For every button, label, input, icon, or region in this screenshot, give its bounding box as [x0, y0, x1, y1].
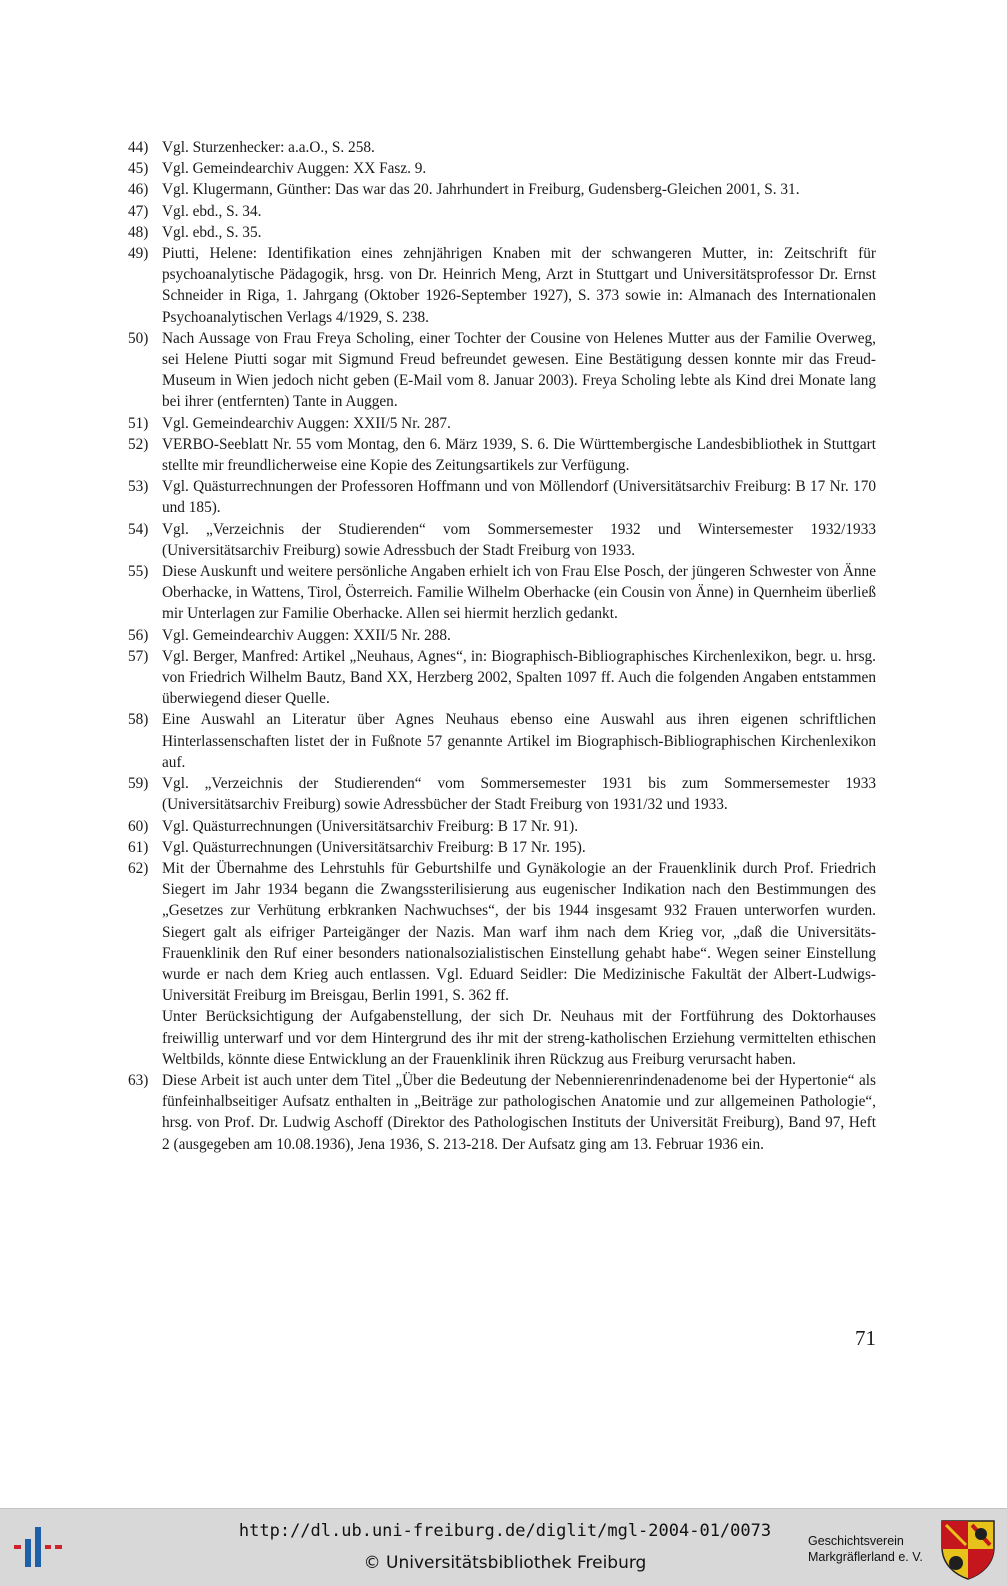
- footer-url-link[interactable]: http://dl.ub.uni-freiburg.de/diglit/mgl-2004-01/0073: [238, 1521, 772, 1541]
- footnote-number: 44): [128, 139, 149, 156]
- footnote-item: [128, 222, 876, 243]
- society-name: [808, 1533, 938, 1565]
- footnote-paragraph: Unter Berücksichtigung der Aufgabenstellung, der sich Dr. Neuhaus mit der Fortführung des Doktorhauses freiwillig unterwarf und vor dem Hintergrund des ihr mit der streng-katholischen Erziehung vermittelten ethischen Weltbilds, könnte diese Entwicklung an der Frauenklinik ihren Rückzug aus Freiburg verursacht haben.: [162, 1008, 876, 1068]
- footnote-item: [128, 243, 876, 328]
- footnote-text: [162, 837, 876, 858]
- footnote-paragraph: Vgl. Quästurrechnungen der Professoren Hoffmann und von Möllendorf (Universitätsarchiv Freiburg: B 17 Nr. 170 und 185).: [162, 478, 876, 517]
- footnote-number: 51): [128, 414, 149, 432]
- footnote-item: [128, 625, 876, 646]
- footnote-paragraph: Vgl. Berger, Manfred: Artikel „Neuhaus, Agnes“, in: Biographisch-Bibliographisches Kirchenlexikon, begr. u. hrsg. von Friedrich Wilhelm Bautz, Band XX, Herzberg 2002, Spalten 1097 ff. Auch die folgenden Angaben entstammen überwiegend dieser Quelle.: [162, 647, 876, 708]
- footnote-item: [128, 816, 876, 837]
- footnote-text: [162, 137, 876, 158]
- footnote-text: [162, 328, 876, 413]
- footnote-number: 59): [128, 775, 149, 793]
- footnote-number: 62): [128, 859, 149, 877]
- footnote-item: [128, 328, 876, 413]
- footnote-text: [162, 816, 876, 837]
- footnote-text: [162, 222, 876, 243]
- footnote-item: [128, 179, 876, 200]
- footnote-paragraph: Vgl. Quästurrechnungen (Universitätsarchiv Freiburg: B 17 Nr. 195).: [162, 838, 586, 856]
- footnote-text: [162, 561, 876, 625]
- footnote-text: [162, 773, 876, 815]
- footnote-paragraph: Vgl. Quästurrechnungen (Universitätsarchiv Freiburg: B 17 Nr. 91).: [162, 817, 579, 835]
- footnote-paragraph: Vgl. „Verzeichnis der Studierenden“ vom Sommersemester 1931 bis zum Sommersemester 1933 (Universitätsarchiv Freiburg) sowie Adressbücher der Stadt Freiburg von 1931/32 und 1933.: [162, 775, 876, 814]
- footnote-number: 52): [128, 435, 149, 453]
- footnote-paragraph: VERBO-Seeblatt Nr. 55 vom Montag, den 6. März 1939, S. 6. Die Württembergische Landesbibliothek in Stuttgart stellte mir freundlicherweise eine Kopie des Zeitungsartikels zur Verfügung.: [162, 435, 876, 475]
- society-name-line1: Geschichtsverein: [808, 1534, 904, 1548]
- footnote-paragraph: Vgl. Gemeindearchiv Auggen: XXII/5 Nr. 288.: [162, 626, 451, 644]
- footnote-paragraph: Vgl. Sturzenhecker: a.a.O., S. 258.: [162, 139, 375, 156]
- footnote-number: 49): [128, 245, 149, 263]
- footnote-number: 45): [128, 160, 149, 178]
- footnote-paragraph: Diese Auskunft und weitere persönliche Angaben erhielt ich von Frau Else Posch, der jüngeren Schwester von Änne Oberhacke, in Wattens, Tirol, Österreich. Familie Wilhelm Oberhacke (ein Cousin von Änne) in Quernheim überließ mir Unterlagen zur Familie Oberhacke. Allen sei hiermit herzlich gedankt.: [162, 563, 876, 623]
- coat-of-arms-icon: [938, 1517, 998, 1581]
- footnote-text: [162, 1070, 876, 1155]
- footnote-text: [162, 243, 876, 328]
- footnote-number: 54): [128, 520, 149, 538]
- footnote-text: [162, 858, 876, 1070]
- footnote-paragraph: Vgl. Klugermann, Günther: Das war das 20. Jahrhundert in Freiburg, Gudensberg-Gleichen 2001, S. 31.: [162, 181, 800, 199]
- footnote-number: 61): [128, 838, 149, 856]
- footnote-item: [128, 1070, 876, 1155]
- footnote-item: [128, 476, 876, 518]
- footnote-number: 46): [128, 181, 149, 199]
- footnote-number: 63): [128, 1071, 149, 1089]
- footnote-item: [128, 858, 876, 1070]
- page-number: 71: [855, 1326, 876, 1350]
- footnote-number: 48): [128, 223, 149, 241]
- footnote-number: 53): [128, 478, 149, 496]
- footnote-text: [162, 179, 876, 200]
- footnote-number: 58): [128, 711, 149, 729]
- footnote-number: 60): [128, 817, 149, 835]
- footnote-item: [128, 519, 876, 561]
- footnote-text: [162, 158, 876, 179]
- footnote-item: [128, 709, 876, 773]
- footnote-text: [162, 476, 876, 518]
- footnote-text: [162, 434, 876, 476]
- footnote-paragraph: Vgl. ebd., S. 34.: [162, 202, 262, 220]
- footnote-paragraph: Vgl. Gemeindearchiv Auggen: XX Fasz. 9.: [162, 160, 427, 178]
- footnote-item: [128, 646, 876, 710]
- footnote-item: [128, 413, 876, 434]
- footnote-paragraph: Vgl. Gemeindearchiv Auggen: XXII/5 Nr. 287.: [162, 414, 451, 432]
- footnote-paragraph: Nach Aussage von Frau Freya Scholing, einer Tochter der Cousine von Helenes Mutter aus der Familie Overweg, sei Helene Piutti sogar mit Sigmund Freud befreundet gewesen. Eine Bestätigung dessen konnte mir das Freud-Museum in Wien jedoch nicht geben (E-Mail vom 8. Januar 2003). Freya Scholing lebte als Kind drei Monate lang bei ihrer (entfernten) Tante in Auggen.: [162, 329, 876, 411]
- footnote-item: [128, 434, 876, 476]
- society-name-line2: Markgräflerland e. V.: [808, 1550, 923, 1564]
- footnote-paragraph: Vgl. ebd., S. 35.: [162, 223, 262, 241]
- footnote-paragraph: Diese Arbeit ist auch unter dem Titel „Über die Bedeutung der Nebennierenrindenadenome bei der Hypertonie“ als fünfeinhalbseitiger Aufsatz enthalten in „Beiträge zur pathologischen Anatomie und zur allgemeinen Pathologie“, hrsg. von Prof. Dr. Ludwig Aschoff (Direktor des Pathologischen Instituts der Universität Freiburg), Band 97, Heft 2 (ausgegeben am 10.08.1936), Jena 1936, S. 213-218. Der Aufsatz ging am 13. Februar 1936 ein.: [162, 1071, 876, 1153]
- footnote-list: [128, 137, 876, 1155]
- footer-copyright: © Universitätsbibliothek Freiburg: [363, 1553, 647, 1573]
- footnote-item: [128, 837, 876, 858]
- footnote-number: 55): [128, 563, 149, 581]
- ub-freiburg-logo-icon[interactable]: [10, 1521, 66, 1575]
- footnote-paragraph: Mit der Übernahme des Lehrstuhls für Geburtshilfe und Gynäkologie an der Frauenklinik durch Prof. Friedrich Siegert im Jahr 1934 begann die Zwangssterilisierung aus eugenischer Indikation nach den Bestimmungen des „Gesetzes zur Verhütung erbkranken Nachwuchses“, der bis 1944 insgesamt 932 Frauen unterworfen wurden. Siegert galt als eifriger Parteigänger der Nazis. Man warf ihm nach dem Krieg vor, „daß die Universitäts-Frauenklinik den Ruf einer besonders nationalsozialistischen Einstellung gehabt habe“. Wegen seiner Einstellung wurde er nach dem Krieg auch entlassen. Vgl. Eduard Seidler: Die Medizinische Fakultät der Albert-Ludwigs-Universität Freiburg im Breisgau, Berlin 1991, S. 362 ff.: [162, 859, 876, 1005]
- footer-bar: [0, 1508, 1007, 1586]
- footnote-text: [162, 201, 876, 222]
- footnote-number: 57): [128, 647, 149, 665]
- footnote-number: 47): [128, 202, 149, 220]
- footnote-paragraph: Vgl. „Verzeichnis der Studierenden“ vom Sommersemester 1932 und Wintersemester 1932/1933 (Universitätsarchiv Freiburg) sowie Adressbuch der Stadt Freiburg von 1933.: [162, 520, 876, 559]
- footnote-text: [162, 625, 876, 646]
- footnote-text: [162, 709, 876, 773]
- footnote-paragraph: Piutti, Helene: Identifikation eines zehnjährigen Knaben mit der schwangeren Mutter, in: Zeitschrift für psychoanalytische Pädagogik, hrsg. von Dr. Heinrich Meng, Arzt in Stuttgart und Universitätsprofessor Dr. Ernst Schneider in Riga, 1. Jahrgang (Oktober 1926-September 1927), S. 373 sowie in: Almanach des Internationalen Psychoanalytischen Verlags 4/1929, S. 238.: [162, 245, 876, 326]
- footnote-item: [128, 773, 876, 815]
- footnote-number: 50): [128, 329, 149, 347]
- footnote-number: 56): [128, 626, 149, 644]
- footnote-paragraph: Eine Auswahl an Literatur über Agnes Neuhaus ebenso eine Auswahl aus ihren eigenen schriftlichen Hinterlassenschaften listet der in Fußnote 57 genannte Artikel im Biographisch-Bibliographischen Kirchenlexikon auf.: [162, 711, 876, 771]
- footnote-item: [128, 561, 876, 625]
- footnote-text: [162, 519, 876, 561]
- footnote-text: [162, 646, 876, 710]
- footnote-item: [128, 137, 876, 158]
- footnote-item: [128, 158, 876, 179]
- footnote-text: [162, 413, 876, 434]
- footnote-item: [128, 201, 876, 222]
